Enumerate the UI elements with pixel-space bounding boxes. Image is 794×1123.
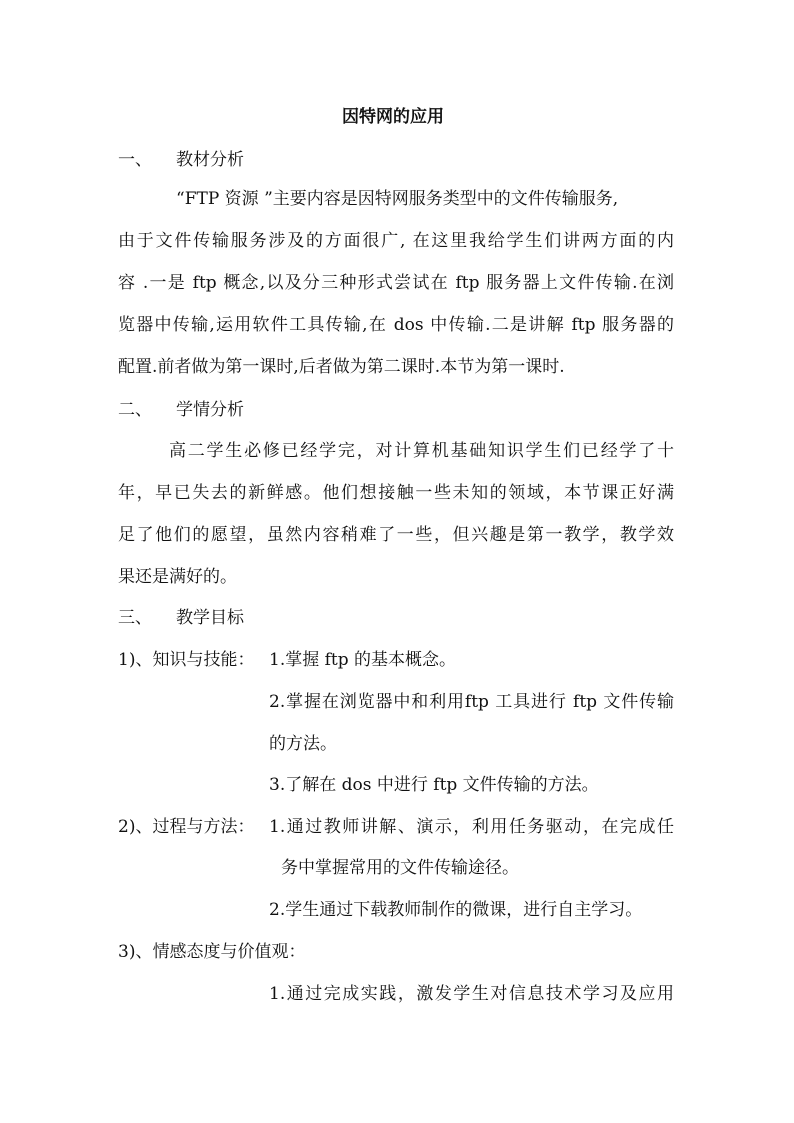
section-number-1: 一、 bbox=[118, 150, 152, 170]
objective-item: 2.学生通过下载教师制作的微课，进行自主学习。 bbox=[269, 900, 643, 920]
paragraph-line: 由于文件传输服务涉及的方面很广, 在这里我给学生们讲两方面的内 bbox=[118, 231, 674, 251]
paragraph-line: 容 .一是 ftp 概念,以及分三种形式尝试在 ftp 服务器上文件传输.在浏 bbox=[118, 273, 674, 293]
objective-item: 1.掌握 ftp 的基本概念。 bbox=[269, 650, 457, 670]
objective-item: 3.了解在 dos 中进行 ftp 文件传输的方法。 bbox=[269, 775, 599, 795]
section-number-2: 二、 bbox=[118, 400, 152, 420]
section-number-3: 三、 bbox=[118, 608, 152, 628]
paragraph-line: “FTP 资源 ”主要内容是因特网服务类型中的文件传输服务, bbox=[176, 189, 619, 209]
section-heading-3: 教学目标 bbox=[176, 608, 244, 628]
objective-item: 2.掌握在浏览器中和利用ftp 工具进行 ftp 文件传输 bbox=[269, 692, 674, 712]
paragraph-line: 高二学生必修已经学完，对计算机基础知识学生们已经学了十 bbox=[169, 441, 674, 461]
paragraph-line: 足了他们的愿望，虽然内容稍难了一些，但兴趣是第一教学，教学效 bbox=[118, 525, 674, 545]
objective-label-knowledge: 1)、知识与技能： bbox=[118, 650, 255, 670]
objective-item: 1.通过教师讲解、演示，利用任务驱动，在完成任 bbox=[269, 817, 674, 837]
objective-item: 1.通过完成实践，激发学生对信息技术学习及应用 bbox=[269, 984, 674, 1004]
objective-label-emotion: 3)、情感态度与价值观： bbox=[118, 942, 306, 962]
objective-label-process: 2)、过程与方法： bbox=[118, 817, 255, 837]
objective-item: 的方法。 bbox=[269, 734, 337, 754]
document-title: 因特网的应用 bbox=[342, 107, 444, 127]
section-heading-1: 教材分析 bbox=[176, 150, 244, 170]
paragraph-line: 配置.前者做为第一课时,后者做为第二课时.本节为第一课时. bbox=[118, 357, 565, 377]
paragraph-line: 年，早已失去的新鲜感。他们想接触一些未知的领域，本节课正好满 bbox=[118, 483, 674, 503]
section-heading-2: 学情分析 bbox=[176, 400, 244, 420]
paragraph-line: 览器中传输,运用软件工具传输,在 dos 中传输.二是讲解 ftp 服务器的 bbox=[118, 315, 674, 335]
objective-item: 务中掌握常用的文件传输途径。 bbox=[281, 858, 519, 878]
paragraph-line: 果还是满好的。 bbox=[118, 567, 237, 587]
